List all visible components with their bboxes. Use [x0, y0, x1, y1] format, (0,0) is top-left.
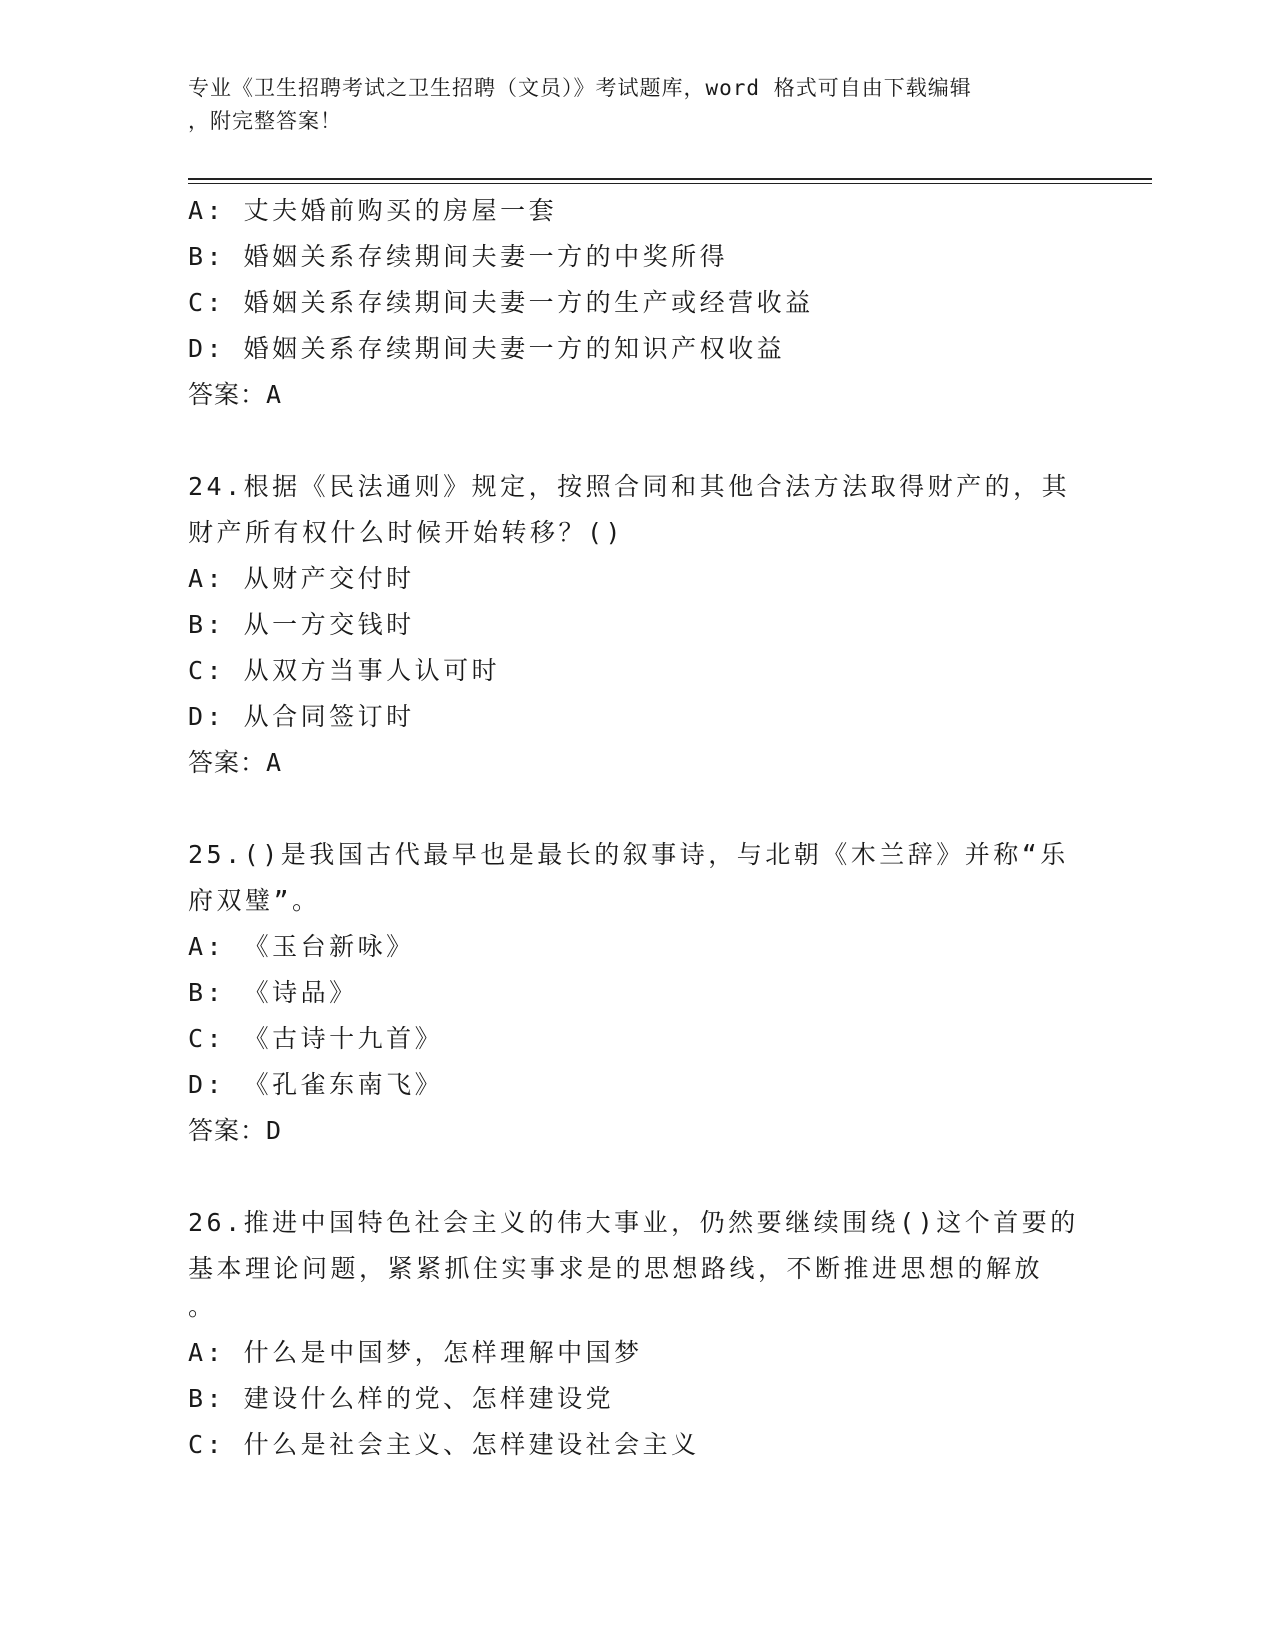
answer-line: 答案：A [188, 748, 283, 777]
question-stem: 25.()是我国古代最早也是最长的叙事诗，与北朝《木兰辞》并称“乐 [188, 840, 1069, 869]
question-list [188, 188, 1088, 1468]
spacer [188, 418, 1088, 464]
option-b: B: 从一方交钱时 [188, 610, 415, 639]
option-b: B: 建设什么样的党、怎样建设党 [188, 1384, 615, 1413]
option-a: A: 什么是中国梦，怎样理解中国梦 [188, 1338, 643, 1367]
question-25 [188, 832, 1088, 1154]
option-d: D: 婚姻关系存续期间夫妻一方的知识产权收益 [188, 334, 786, 363]
option-d: D: 《孔雀东南飞》 [188, 1070, 444, 1099]
header-line-2: ，附完整答案！ [188, 109, 342, 133]
document-header [188, 72, 1068, 138]
question-23 [188, 188, 1088, 418]
option-b: B: 《诗品》 [188, 978, 358, 1007]
option-c: C: 婚姻关系存续期间夫妻一方的生产或经营收益 [188, 288, 814, 317]
option-c: C: 什么是社会主义、怎样建设社会主义 [188, 1430, 700, 1459]
option-b: B: 婚姻关系存续期间夫妻一方的中奖所得 [188, 242, 729, 271]
header-line-1: 专业《卫生招聘考试之卫生招聘（文员）》考试题库，word 格式可自由下载编辑 [188, 76, 972, 100]
answer-line: 答案：D [188, 1116, 283, 1145]
spacer [188, 1154, 1088, 1200]
option-a: A: 从财产交付时 [188, 564, 415, 593]
option-a: A: 丈夫婚前购买的房屋一套 [188, 196, 558, 225]
header-divider-thick [188, 178, 1152, 180]
option-a: A: 《玉台新咏》 [188, 932, 415, 961]
question-stem: 。 [188, 1292, 217, 1321]
header-divider-thin [188, 183, 1152, 184]
answer-line: 答案：A [188, 380, 283, 409]
spacer [188, 786, 1088, 832]
option-d: D: 从合同签订时 [188, 702, 415, 731]
question-stem: 24.根据《民法通则》规定，按照合同和其他合法方法取得财产的，其 [188, 472, 1071, 501]
question-stem: 26.推进中国特色社会主义的伟大事业，仍然要继续围绕()这个首要的 [188, 1208, 1079, 1237]
question-26 [188, 1200, 1088, 1468]
option-c: C: 从双方当事人认可时 [188, 656, 501, 685]
question-stem: 府双璧”。 [188, 886, 321, 915]
question-stem: 基本理论问题，紧紧抓住实事求是的思想路线，不断推进思想的解放 [188, 1254, 1044, 1283]
question-stem: 财产所有权什么时候开始转移？() [188, 518, 625, 547]
question-24 [188, 464, 1088, 786]
option-c: C: 《古诗十九首》 [188, 1024, 444, 1053]
